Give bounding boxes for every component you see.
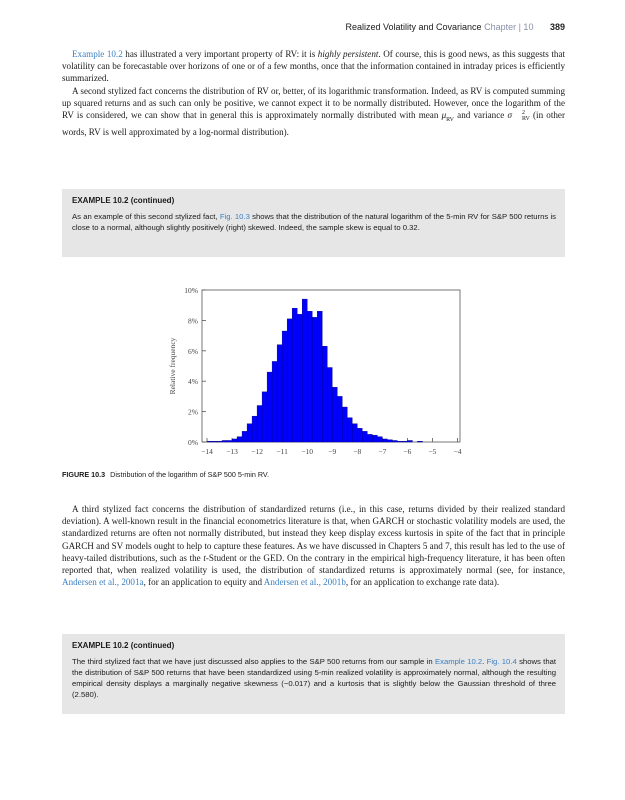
- histogram-bar: [347, 418, 352, 442]
- para3-text-c: , for an application to equity and: [143, 577, 264, 588]
- para3-text-d: , for an application to exchange rate data).: [345, 577, 500, 588]
- histogram-bar: [212, 441, 217, 442]
- x-tick-label: −8: [353, 447, 362, 456]
- para2-text-b: and variance: [454, 110, 508, 121]
- y-tick-label: 10%: [184, 286, 198, 295]
- histogram-bar: [282, 331, 287, 442]
- para3-text-a: A third stylized fact concerns the distribution of standardized returns (i.e., in this case, returns divided by their realized standard deviation). A well-known result in the financial econometrics literature is that, when GARCH or stochastic volatility models are used, the standardized returns are often not normally distributed, but instead they keep display excess kurtosis in spite of the fact that in principle GARCH and SV models ought to help to capture these features. As we have discussed in Chapters 5 and 7, this result has led to the use of heavy-tailed distributions, such as the: [62, 504, 565, 563]
- link-fig-10-3[interactable]: Fig. 10.3: [219, 212, 250, 221]
- sigma-symbol: σ: [507, 110, 512, 121]
- histogram-bar: [382, 439, 387, 442]
- link-fig-10-4[interactable]: Fig. 10.4: [486, 657, 517, 666]
- histogram-bar: [417, 441, 422, 442]
- example-2-title: EXAMPLE 10.2 (continued): [72, 641, 175, 650]
- histogram-bar: [312, 317, 317, 442]
- histogram-bar: [217, 441, 222, 442]
- histogram-bar: [327, 368, 332, 442]
- para1-emphasis: highly persistent: [317, 49, 379, 59]
- page-number: 389: [549, 22, 565, 32]
- histogram-bar: [232, 439, 237, 442]
- histogram-bar: [247, 424, 252, 442]
- paragraph-1: [62, 48, 565, 85]
- example-box-1: [62, 189, 565, 257]
- histogram-bar: [322, 346, 327, 442]
- histogram-bar: [237, 437, 242, 442]
- histogram-bar: [227, 440, 232, 442]
- paragraph-2: [62, 85, 565, 139]
- example2-text-a: The third stylized fact that we have just discussed also applies to the S&P 500 returns from our sample in: [72, 657, 435, 666]
- example1-text-b: shows that the distribution of the natural logarithm of the 5-min RV for S&P 500 returns is close to a normal, although slightly positively (right) skewed. Indeed, the sample skew is equal to 0.32.: [72, 212, 557, 232]
- histogram-bar: [257, 406, 262, 442]
- histogram-bar: [302, 299, 307, 442]
- header-title: Realized Volatility and Covariance: [345, 22, 482, 32]
- histogram-bar: [342, 407, 347, 442]
- mu-symbol: μ: [441, 110, 447, 121]
- histogram-bar: [367, 434, 372, 442]
- histogram-bar: [222, 440, 227, 442]
- example-2-text: [72, 656, 556, 700]
- example2-text-b: .: [482, 657, 487, 666]
- histogram-bar: [352, 424, 357, 442]
- histogram-bar: [397, 441, 402, 442]
- histogram-bar: [277, 345, 282, 442]
- histogram-bar: [207, 441, 212, 442]
- histogram-bar: [297, 314, 302, 442]
- x-tick-label: −6: [403, 447, 412, 456]
- histogram-bar: [372, 435, 377, 442]
- link-example-10-2[interactable]: Example 10.2: [72, 49, 123, 59]
- running-header: [60, 22, 565, 36]
- sigma-subscript: RV: [521, 116, 530, 123]
- histogram-bar: [337, 396, 342, 442]
- para1-text-a: has illustrated a very important property of RV: it is: [122, 49, 318, 59]
- header-right: [345, 22, 565, 32]
- figure-caption-text: Distribution of the logarithm of S&P 500 5-min RV.: [110, 470, 270, 479]
- para2-text-a: A second stylized fact concerns the distribution of RV or, better, of its logarithmic transformation. Indeed, as RV is computed summing up squared returns and as such can only be positive, we cannot expect it to be normally distributed. However, once the logarithm of the RV is considered, we can show that in general this is approximately normally distributed with mean: [62, 86, 565, 121]
- example-1-title: EXAMPLE 10.2 (continued): [72, 196, 175, 205]
- x-tick-label: −14: [201, 447, 213, 456]
- histogram-bar: [332, 387, 337, 442]
- y-tick-label: 8%: [188, 316, 198, 326]
- y-tick-label: 6%: [188, 346, 198, 356]
- example2-text-c: shows that the distribution of S&P 500 returns that have been standardized using 5-min realized volatility is approximately normal, although the resulting empirical density displays a marginally negative skewness (−0.017) and a kurtosis that is slightly below the Gaussian threshold of three (2.580).: [72, 657, 557, 699]
- example-box-2: [62, 634, 565, 714]
- histogram-bar: [357, 428, 362, 442]
- histogram-bar: [307, 311, 312, 442]
- histogram-figure: [160, 282, 470, 462]
- figure-label: FIGURE 10.3: [62, 470, 106, 479]
- x-tick-label: −12: [251, 447, 263, 456]
- t-italic: t: [203, 552, 206, 563]
- x-tick-label: −13: [226, 447, 238, 456]
- paragraph-3: [62, 503, 565, 588]
- example-1-text: [72, 211, 556, 233]
- para2-text-c: (in other words, RV is well approximated by a log-normal distribution).: [62, 110, 565, 138]
- histogram-bar: [262, 392, 267, 442]
- link-andersen-2001b[interactable]: Andersen et al., 2001b: [263, 577, 346, 588]
- x-tick-label: −10: [301, 447, 314, 456]
- figure-caption: [62, 470, 269, 479]
- y-tick-label: 0%: [188, 438, 198, 447]
- para1-text-b: . Of course, this is good news, as this suggests that volatility can be forecastable over horizons of one or of a few months, once that the information contained in intraday prices is efficiently summarized.: [62, 49, 566, 84]
- histogram-bar: [292, 308, 297, 442]
- histogram-bar: [317, 311, 322, 442]
- x-tick-label: −11: [276, 447, 288, 456]
- histogram-bar: [402, 441, 407, 442]
- link-andersen-2001a[interactable]: Andersen et al., 2001a: [62, 577, 144, 588]
- header-chapter: Chapter | 10: [484, 22, 534, 32]
- histogram-bar: [287, 319, 292, 442]
- histogram-bar: [242, 431, 247, 442]
- x-tick-label: −9: [328, 447, 337, 456]
- link-example-10-2-b[interactable]: Example 10.2: [434, 657, 483, 666]
- para3-text-b: -Student or the GED. On the contrary in the empirical high-frequency literature, it has been often reported that, when realized volatility is used, the distribution of standardized returns is approximately normal (see, for instance,: [62, 552, 565, 576]
- example1-text-a: As an example of this second stylized fact,: [72, 212, 220, 221]
- histogram-bar: [267, 372, 272, 442]
- histogram-bar: [377, 437, 382, 442]
- mu-subscript: RV: [446, 117, 454, 124]
- y-tick-label: 2%: [188, 407, 198, 417]
- histogram-bar: [272, 361, 277, 442]
- y-tick-label: 4%: [188, 377, 198, 387]
- histogram-bar: [392, 440, 397, 442]
- x-tick-label: −5: [428, 447, 437, 456]
- y-axis-label: Relative frequency: [168, 337, 177, 395]
- histogram-bar: [252, 416, 257, 442]
- histogram-bar: [387, 440, 392, 442]
- histogram-bar: [362, 431, 367, 442]
- x-tick-label: −7: [378, 447, 387, 456]
- histogram-bar: [407, 440, 412, 442]
- x-tick-label: −4: [453, 447, 462, 456]
- sigma-superscript: 2: [521, 110, 525, 117]
